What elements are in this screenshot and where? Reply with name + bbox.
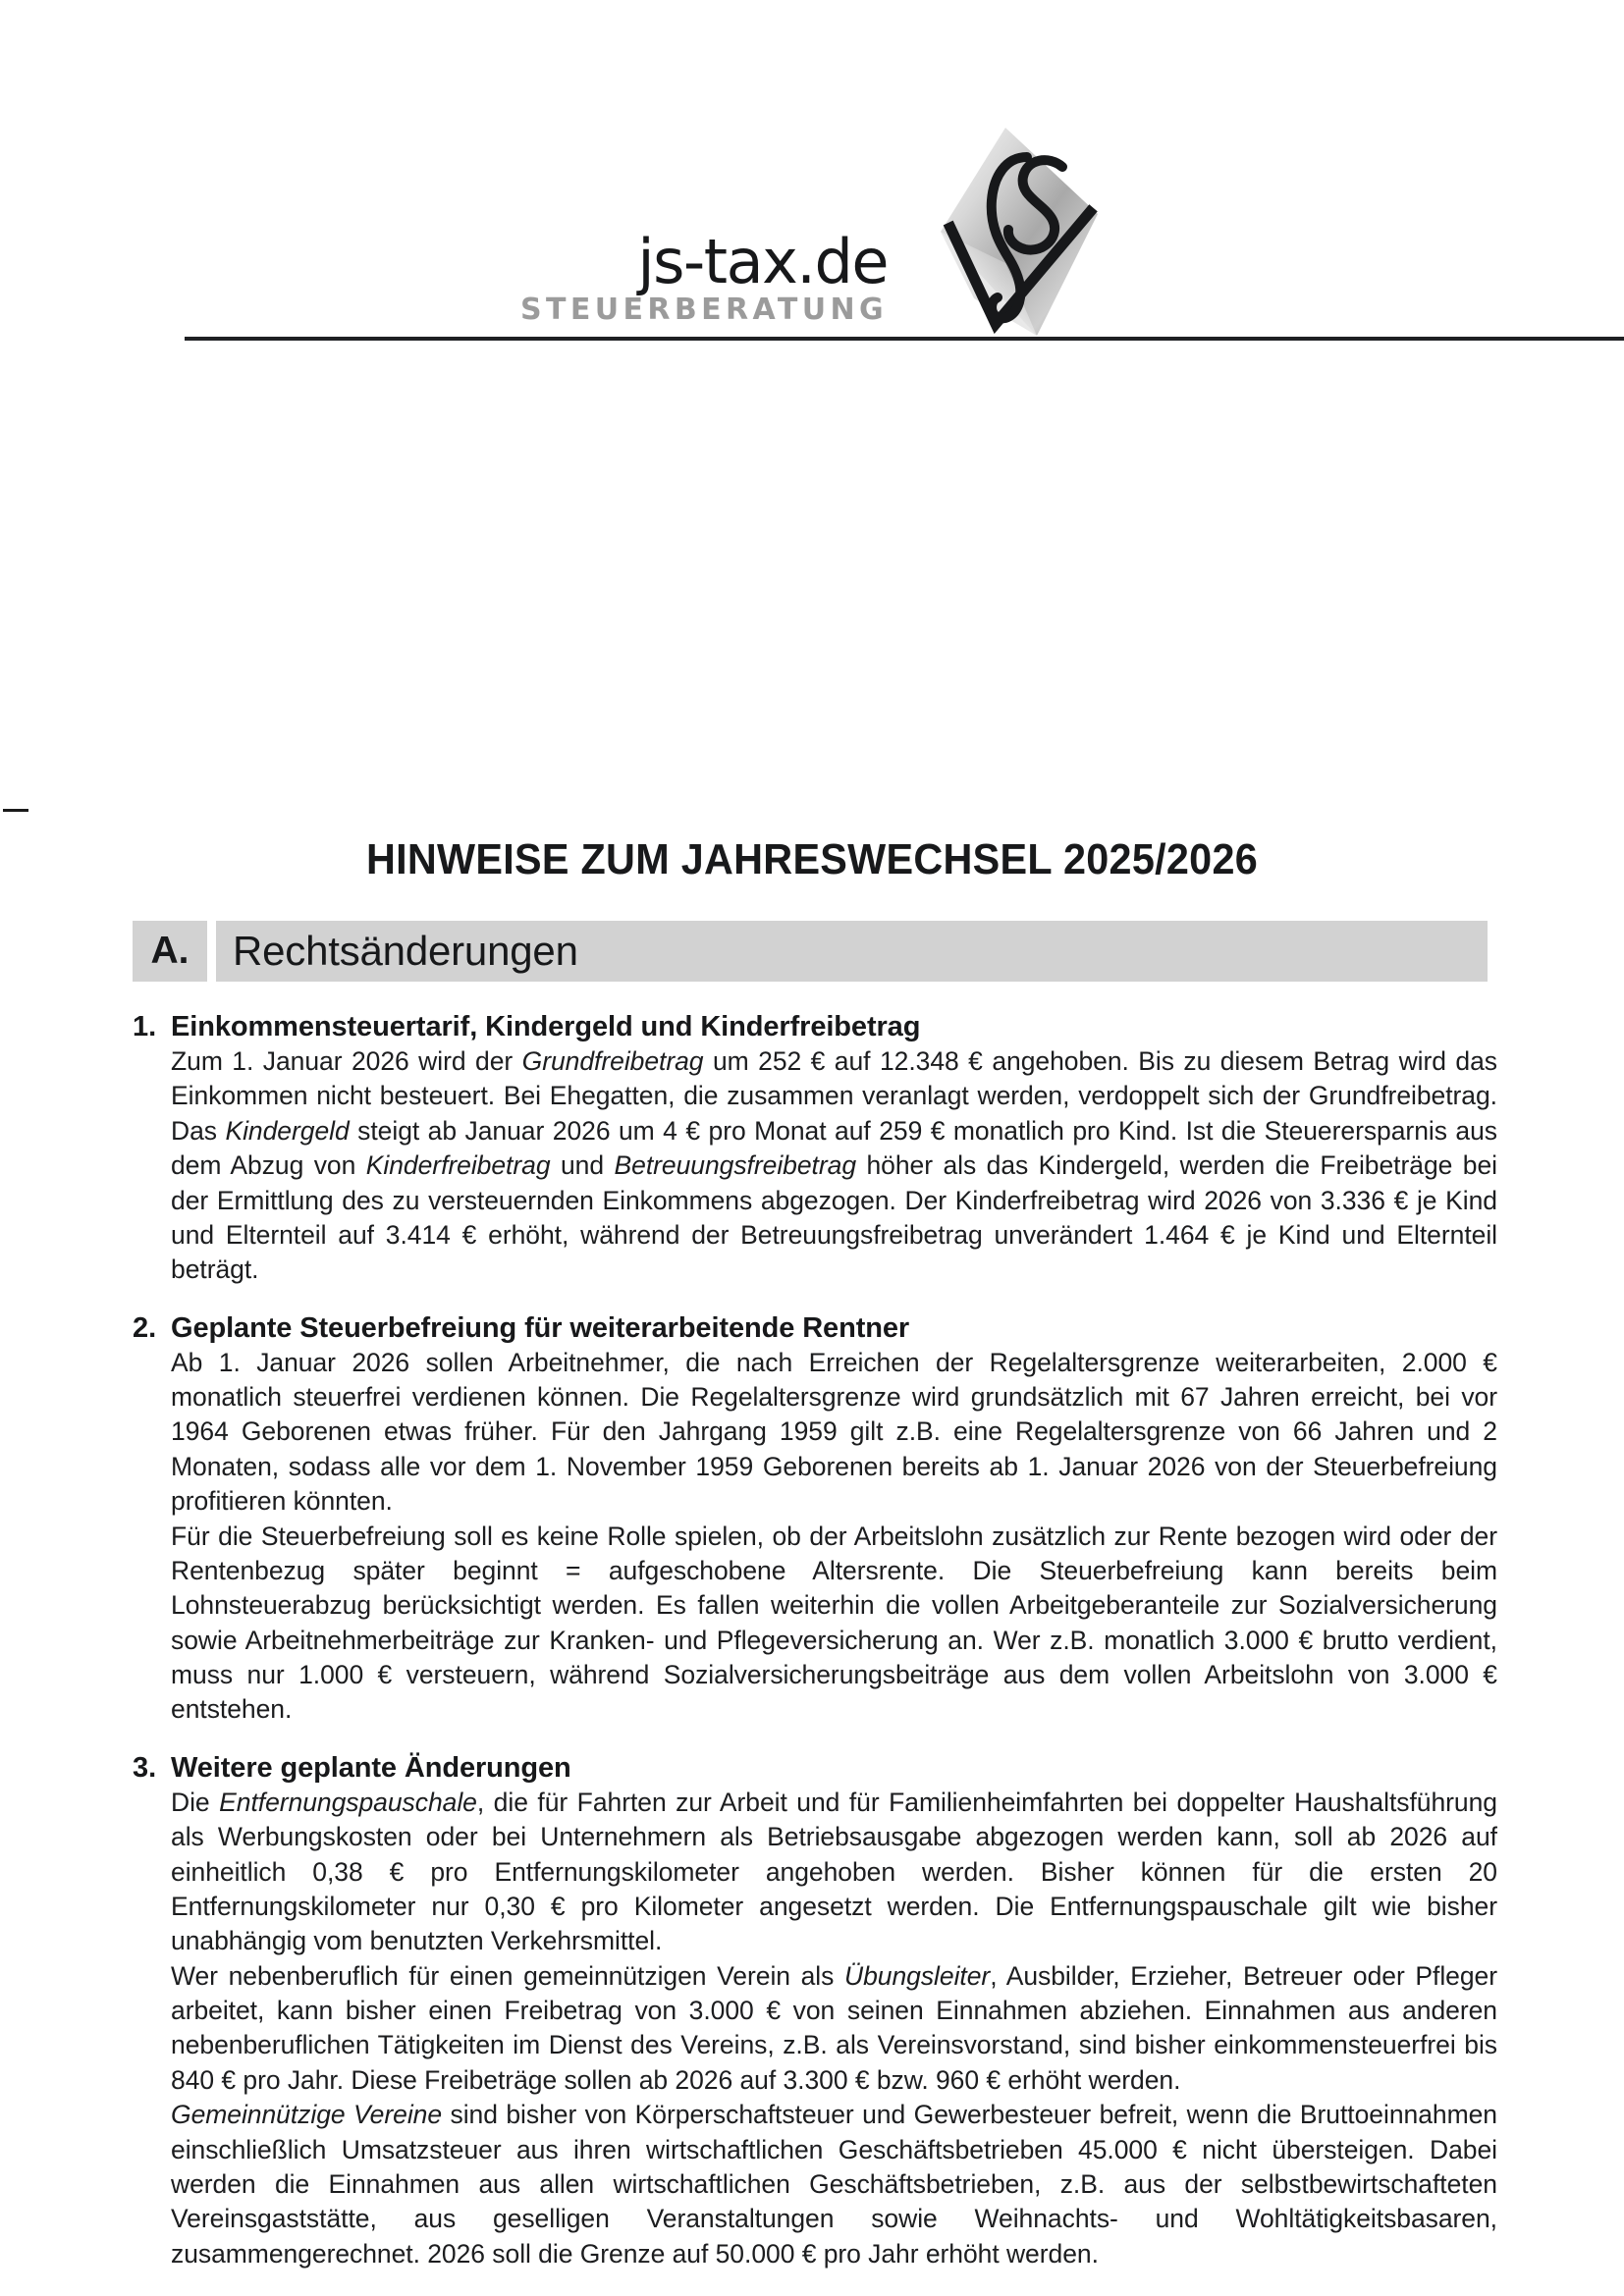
paragraph: Die Entfernungspauschale, die für Fahrten zur Arbeit und für Familienheimfahrten bei doppelter Haushaltsführung als Werbungskosten oder bei Unternehmern als Betriebsausgabe abgezogen werden kann, soll ab 2026 auf einheitlich 0,38 € pro Entfernungskilometer angehoben werden. Bisher können für die ersten 20 Entfernungskilometer nur 0,30 € pro Kilometer angesetzt werden. Die Entfernungspauschale gilt wie bisher unabhängig vom benutzten Verkehrsmittel.	[171, 1787, 1497, 1956]
numbered-item	[133, 1011, 1497, 1288]
section-letter: A.	[133, 921, 207, 982]
item-title: Einkommensteuertarif, Kindergeld und Kinderfreibetrag	[171, 1011, 921, 1042]
numbered-item	[133, 1752, 1497, 2271]
numbered-item	[133, 1312, 1497, 1728]
item-number: 2.	[133, 1311, 157, 1344]
letterhead	[0, 0, 1624, 353]
item-heading	[133, 1312, 1497, 1345]
company-logo	[495, 116, 1045, 342]
item-body	[171, 1044, 1497, 1288]
logo-wordmark: js-tax.de	[637, 226, 888, 297]
item-number: 3.	[133, 1751, 157, 1784]
paragraph: Für die Steuerbefreiung soll es keine Rolle spielen, ob der Arbeitslohn zusätzlich zur Rente bezogen wird oder der Rentenbezug später beginnt = aufgeschobene Altersrente. Die Steuerbefreiung kann bereits beim Lohnsteuerabzug berücksichtigt werden. Es fallen weiterhin die vollen Arbeitgeberanteile zur Sozialversicherung sowie Arbeitnehmerbeiträge zur Kranken- und Pflegeversicherung an. Wer z.B. monatlich 3.000 € brutto verdient, muss nur 1.000 € versteuern, während Sozialversicherungsbeiträge aus dem vollen Arbeitslohn von 3.000 € entstehen.	[171, 1521, 1497, 1725]
section-header-bar	[133, 921, 1488, 982]
item-heading	[133, 1752, 1497, 1785]
paragraph: Gemeinnützige Vereine sind bisher von Körperschaftsteuer und Gewerbesteuer befreit, wenn die Bruttoeinnahmen einschließlich Umsatzsteuer aus ihren wirtschaftlichen Geschäftsbetrieben 45.000 € nicht übersteigen. Dabei werden die Einnahmen aus allen wirtschaftlichen Geschäftsbetrieben, z.B. aus der selbstbewirtschafteten Vereinsgaststätte, aus geselligen Veranstaltungen sowie Weihnachts- und Wohltätigkeitsbasaren, zusammengerechnet. 2026 soll die Grenze auf 50.000 € pro Jahr erhöht werden.	[171, 2100, 1497, 2269]
section-title: Rechtsänderungen	[216, 921, 1488, 982]
section-bar-gap	[207, 921, 216, 982]
letterhead-divider	[185, 337, 1624, 341]
item-body	[171, 1786, 1497, 2271]
margin-tick-mark	[3, 809, 28, 812]
item-title: Geplante Steuerbefreiung für weiterarbeitende Rentner	[171, 1311, 910, 1344]
item-title: Weitere geplante Änderungen	[171, 1751, 571, 1784]
document-body	[133, 1011, 1497, 2271]
paragraph: Ab 1. Januar 2026 sollen Arbeitnehmer, die nach Erreichen der Regelaltersgrenze weiterarbeiten, 2.000 € monatlich steuerfrei verdienen können. Die Regelaltersgrenze wird grundsätzlich mit 67 Jahren erreicht, bei vor 1964 Geborenen etwas früher. Für den Jahrgang 1959 gilt z.B. eine Regelaltersgrenze von 66 Jahren und 2 Monaten, sodass alle vor dem 1. November 1959 Geborenen bereits ab 1. Januar 2026 von der Steuerbefreiung profitieren könnten.	[171, 1347, 1497, 1517]
item-body	[171, 1346, 1497, 1728]
item-number: 1.	[133, 1011, 157, 1042]
item-heading	[133, 1011, 1497, 1043]
logo-subtitle: STEUERBERATUNG	[519, 293, 888, 327]
paragraph: Zum 1. Januar 2026 wird der Grundfreibetrag um 252 € auf 12.348 € angehoben. Bis zu diesem Betrag wird das Einkommen nicht besteuert. Bei Ehegatten, die zusammen veranlagt werden, verdoppelt sich der Grundfreibetrag. Das Kindergeld steigt ab Januar 2026 um 4 € pro Monat auf 259 € monatlich pro Kind. Ist die Steuerersparnis aus dem Abzug von Kinderfreibetrag und Betreuungsfreibetrag höher als das Kindergeld, werden die Freibeträge bei der Ermittlung des zu versteuernden Einkommens abgezogen. Der Kinderfreibetrag wird 2026 von 3.336 € je Kind und Elternteil auf 3.414 € erhöht, während der Betreuungsfreibetrag unverändert 1.464 € je Kind und Elternteil beträgt.	[171, 1046, 1497, 1285]
paragraph: Wer nebenberuflich für einen gemeinnützigen Verein als Übungsleiter, Ausbilder, Erzieher, Betreuer oder Pfleger arbeitet, kann bisher einen Freibetrag von 3.000 € von seinen Einnahmen abziehen. Einnahmen aus anderen nebenberuflichen Tätigkeiten im Dienst des Vereins, z.B. als Vereinsvorstand, sind bisher einkommensteuerfrei bis 840 € pro Jahr. Diese Freibeträge sollen ab 2026 auf 3.300 € bzw. 960 € erhöht werden.	[171, 1960, 1497, 2095]
js-monogram-icon	[880, 106, 1106, 361]
page-title: HINWEISE ZUM JAHRESWECHSEL 2025/2026	[365, 835, 1259, 883]
